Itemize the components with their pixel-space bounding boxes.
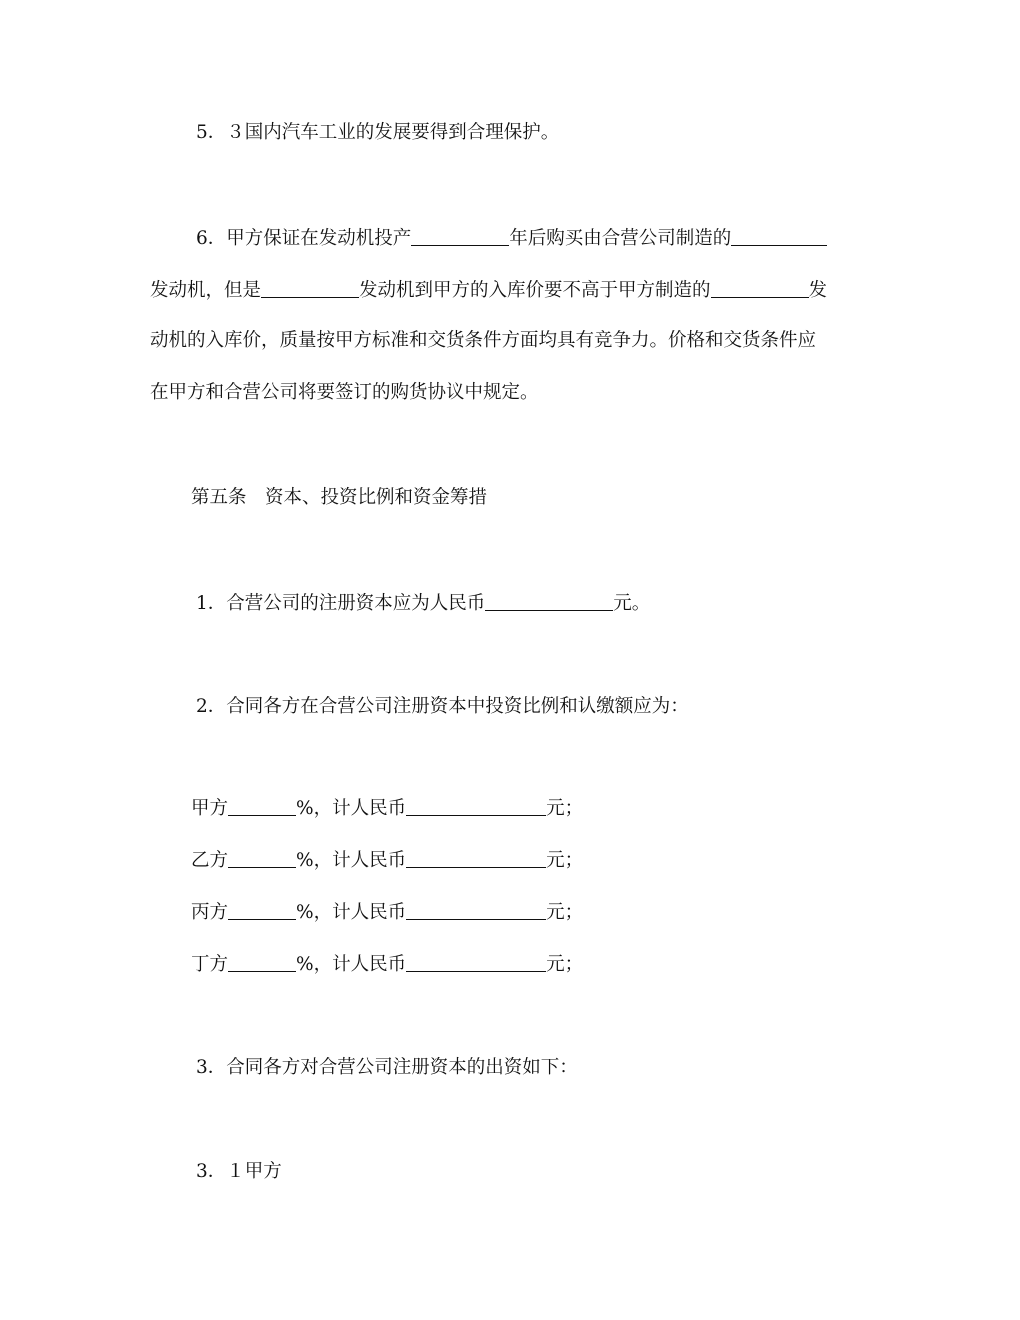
article-5-item-3-1 bbox=[196, 1160, 282, 1184]
item-3-1-text: 3．１甲方 bbox=[196, 1161, 282, 1182]
clause-6-line-4 bbox=[150, 381, 539, 405]
article-5-item-3 bbox=[196, 1056, 578, 1080]
party-end: 元； bbox=[546, 902, 584, 923]
clause-6-line-1 bbox=[196, 227, 827, 251]
party-name: 丙方 bbox=[191, 902, 229, 923]
clause-6-text-e: 发 bbox=[808, 280, 828, 301]
clause-6-text-f: 动机的入库价，质量按甲方标准和交货条件方面均具有竞争力。价格和交货条件应 bbox=[150, 330, 817, 351]
party-name: 丁方 bbox=[191, 954, 229, 975]
blank-amount bbox=[406, 849, 546, 868]
clause-6-text-a: 6．甲方保证在发动机投产 bbox=[196, 228, 412, 249]
clause-6-line-2 bbox=[150, 279, 827, 303]
party-amount-label: %，计人民币 bbox=[296, 954, 407, 975]
clause-6-line-3 bbox=[150, 329, 816, 353]
party-end: 元； bbox=[546, 798, 584, 819]
blank-amount bbox=[406, 901, 546, 920]
party-amount-label: %，计人民币 bbox=[296, 902, 407, 923]
clause-6-text-b: 年后购买由合营公司制造的 bbox=[509, 228, 732, 249]
party-row bbox=[191, 797, 583, 821]
blank-registered-capital bbox=[485, 592, 613, 611]
article-5-title: 第五条 资本、投资比例和资金筹措 bbox=[191, 487, 488, 508]
party-amount-label: %，计人民币 bbox=[296, 850, 407, 871]
blank-percentage bbox=[228, 901, 296, 920]
item-1-prefix: 1．合营公司的注册资本应为人民币 bbox=[196, 593, 486, 614]
blank-percentage bbox=[228, 797, 296, 816]
item-3-text: 3．合同各方对合营公司注册资本的出资如下： bbox=[196, 1057, 578, 1078]
blank-years bbox=[411, 227, 509, 246]
blank-engine-type-3 bbox=[711, 279, 809, 298]
blank-engine-type-1 bbox=[731, 227, 827, 246]
blank-amount bbox=[406, 797, 546, 816]
article-5-heading bbox=[191, 486, 487, 510]
blank-engine-type-2 bbox=[261, 279, 359, 298]
article-5-item-1 bbox=[196, 592, 650, 616]
blank-amount bbox=[406, 953, 546, 972]
party-amount-label: %，计人民币 bbox=[296, 798, 407, 819]
article-5-item-2 bbox=[196, 695, 689, 719]
blank-percentage bbox=[228, 849, 296, 868]
party-end: 元； bbox=[546, 850, 584, 871]
party-row bbox=[191, 849, 583, 873]
clause-5-3-text: 5．３国内汽车工业的发展要得到合理保护。 bbox=[196, 122, 560, 143]
party-end: 元； bbox=[546, 954, 584, 975]
clause-6-text-d: 发动机到甲方的入库价要不高于甲方制造的 bbox=[359, 280, 711, 301]
item-1-suffix: 元。 bbox=[613, 593, 651, 614]
clause-6-text-g: 在甲方和合营公司将要签订的购货协议中规定。 bbox=[150, 382, 539, 403]
clause-6-text-c: 发动机，但是 bbox=[150, 280, 262, 301]
item-2-text: 2．合同各方在合营公司注册资本中投资比例和认缴额应为： bbox=[196, 696, 689, 717]
party-row bbox=[191, 953, 583, 977]
party-name: 乙方 bbox=[191, 850, 229, 871]
clause-5-3 bbox=[196, 121, 559, 145]
blank-percentage bbox=[228, 953, 296, 972]
party-name: 甲方 bbox=[191, 798, 229, 819]
party-row bbox=[191, 901, 583, 925]
